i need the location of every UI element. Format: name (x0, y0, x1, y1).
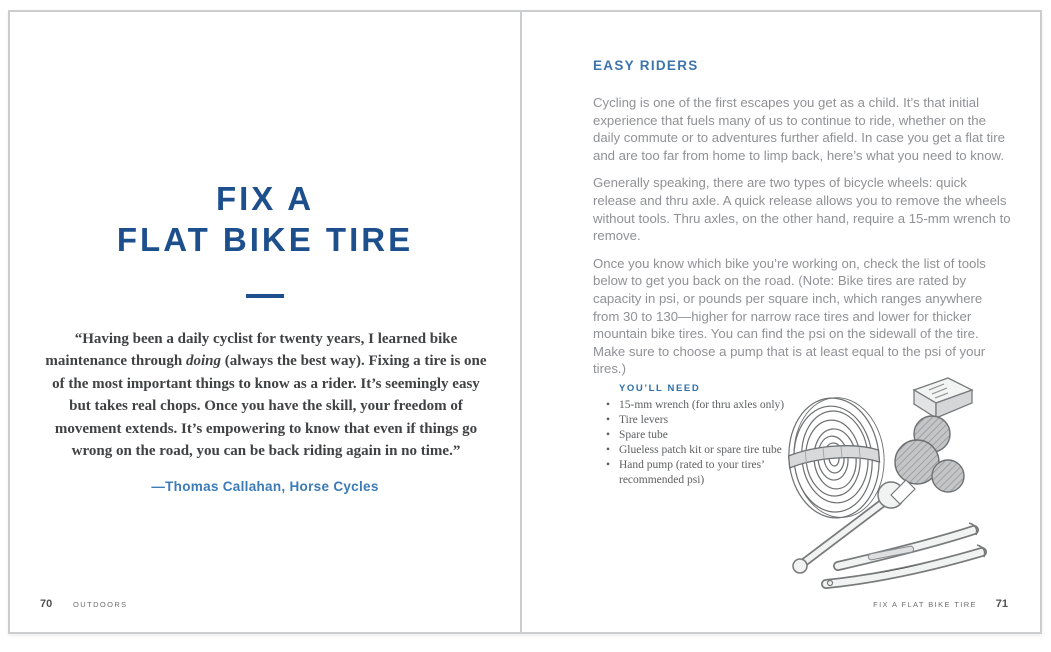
spare-tube-illustration (784, 394, 889, 522)
right-footer (873, 598, 1008, 610)
right-page (524, 12, 1040, 632)
list-item: • Hand pump (rated to your tires’ recommended psi) (606, 458, 811, 488)
quote-part2: (always the best way). Fixing a tire is one of the most important things to know as a rider. It’s seemingly easy but takes real chops. Once you have the skill, your freedom of movement extends. It’s empowering to know that even if things go wrong on the road, you can be back riding again in no time.” (52, 353, 487, 460)
quote-part1: “Having been a daily cyclist for twenty years, I learned bike maintenance through (45, 331, 458, 370)
patch-kit-illustration (895, 378, 972, 492)
list-item: • Glueless patch kit or spare tire tube (606, 443, 811, 458)
title-divider-rule (246, 294, 284, 298)
right-running-head: FIX A FLAT BIKE TIRE (873, 600, 977, 609)
pull-quote (44, 328, 488, 462)
left-footer (40, 598, 128, 610)
chapter-title-line2: FLAT BIKE TIRE (116, 221, 414, 258)
section-heading: EASY RIDERS (593, 58, 699, 73)
list-item: • Spare tube (606, 428, 811, 443)
chapter-title-line1: FIX A (215, 180, 315, 217)
body-copy (593, 94, 1011, 388)
left-page-number: 70 (40, 598, 53, 610)
quote-attribution: —Thomas Callahan, Horse Cycles (151, 479, 379, 494)
paragraph-2: Generally speaking, there are two types of bicycle wheels: quick release and thru axle. A quick release allows you to remove the wheels without tools. Thru axles, on the other hand, require a 15-mm wrench to remove. (593, 175, 1011, 244)
book-spread (8, 10, 1042, 634)
right-page-number: 71 (995, 598, 1008, 610)
paragraph-3: Once you know which bike you’re working on, check the list of tools below to get you back on the road. (Note: Bike tires are rated by capacity in psi, or pounds per square inch, which ranges anywhere from 30 to 130—higher for narrow race tires and lower for thicker mountain bike tires. You can find the psi on the sidewall of the tire. Make sure to choose a pump that is at least equal to the psi of your tires.) (593, 255, 986, 377)
paragraph-1: Cycling is one of the first escapes you get as a child. It’s that initial experience that fuels many of us to continue to ride, whether on the daily commute or to adventures further afield. In case you get a flat tire and are too far from home to limp back, here’s what you need to know. (593, 95, 1005, 163)
quote-italic-word: doing (186, 353, 222, 370)
youll-need-heading: YOU’LL NEED (619, 383, 701, 394)
left-running-head: OUTDOORS (73, 600, 128, 609)
tools-illustration (776, 368, 1008, 602)
list-item: • 15-mm wrench (for thru axles only) (606, 398, 811, 413)
left-page (10, 12, 522, 632)
chapter-title (10, 178, 520, 260)
list-item: • Tire levers (606, 413, 811, 428)
